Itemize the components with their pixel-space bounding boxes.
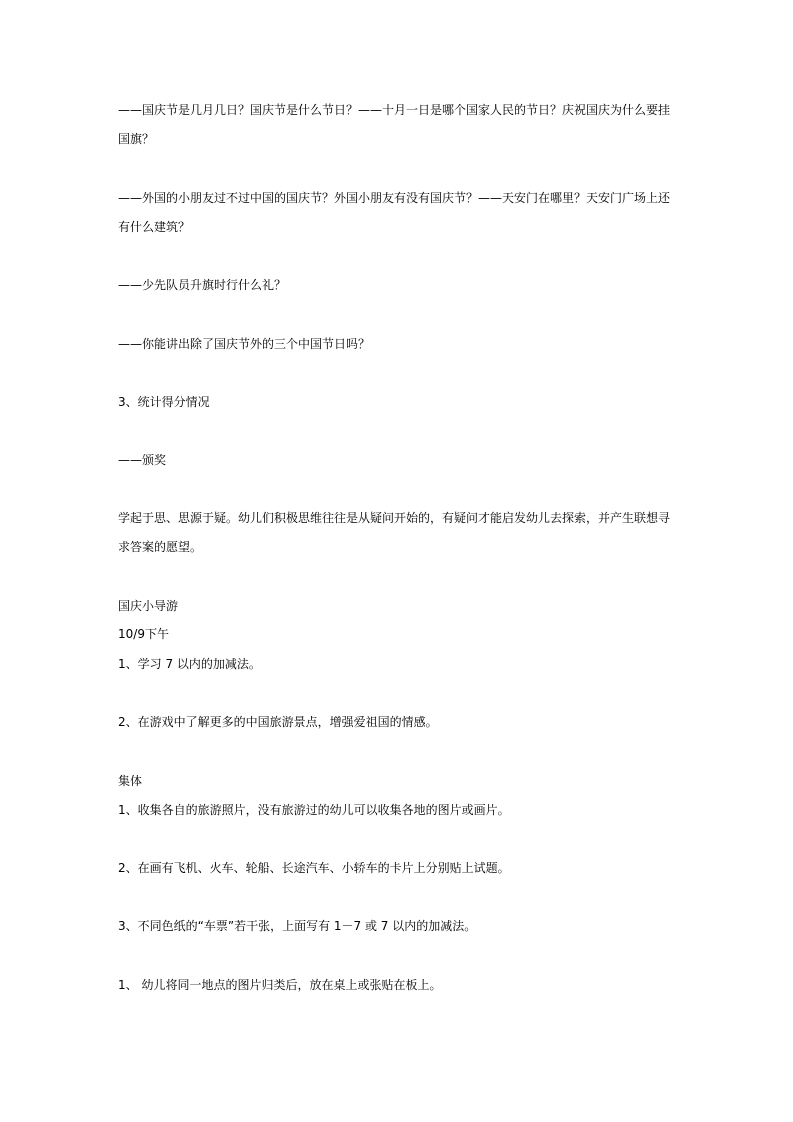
paragraph-score-statistics: 3、统计得分情况 bbox=[118, 395, 210, 409]
paragraph-reflection: 学起于思、思源于疑。幼儿们积极思维往往是从疑问开始的，有疑问才能启发幼儿去探索，并产生联想寻求答案的愿望。 bbox=[118, 511, 671, 554]
preparation-item-3: 3、不同色纸的“车票”若干张，上面写有 1－7 或 7 以内的加减法。 bbox=[118, 919, 477, 933]
paragraph-chinese-festivals-question: ——你能讲出除了国庆节外的三个中国节日吗？ bbox=[118, 337, 371, 351]
goal-item-2: 2、在游戏中了解更多的中国旅游景点，增强爱祖国的情感。 bbox=[118, 715, 438, 729]
date-line: 10/9下午 bbox=[118, 627, 169, 641]
preparation-item-2: 2、在画有飞机、火车、轮船、长途汽车、小轿车的卡片上分别贴上试题。 bbox=[118, 861, 510, 875]
paragraph-foreign-friends-questions: ——外国的小朋友过不过中国的国庆节？外国小朋友有没有国庆节？——天安门在哪里？天安门广场上还有什么建筑？ bbox=[118, 191, 671, 234]
paragraph-national-day-questions: ——国庆节是几月几日？国庆节是什么节日？——十月一日是哪个国家人民的节日？庆祝国庆为什么要挂国旗？ bbox=[118, 103, 671, 146]
paragraph-young-pioneers-question: ——少先队员升旗时行什么礼？ bbox=[118, 278, 287, 292]
preparation-item-1: 1、收集各自的旅游照片，没有旅游过的幼儿可以收集各地的图片或画片。 bbox=[118, 803, 510, 817]
process-item-1: 1、 幼儿将同一地点的图片归类后，放在桌上或张贴在板上。 bbox=[118, 978, 442, 992]
goal-item-1: 1、学习 7 以内的加减法。 bbox=[118, 657, 261, 671]
paragraph-award: ——颁奖 bbox=[118, 453, 167, 467]
section-label-group: 集体 bbox=[118, 774, 143, 788]
section-title-tour-guide: 国庆小导游 bbox=[118, 599, 179, 613]
